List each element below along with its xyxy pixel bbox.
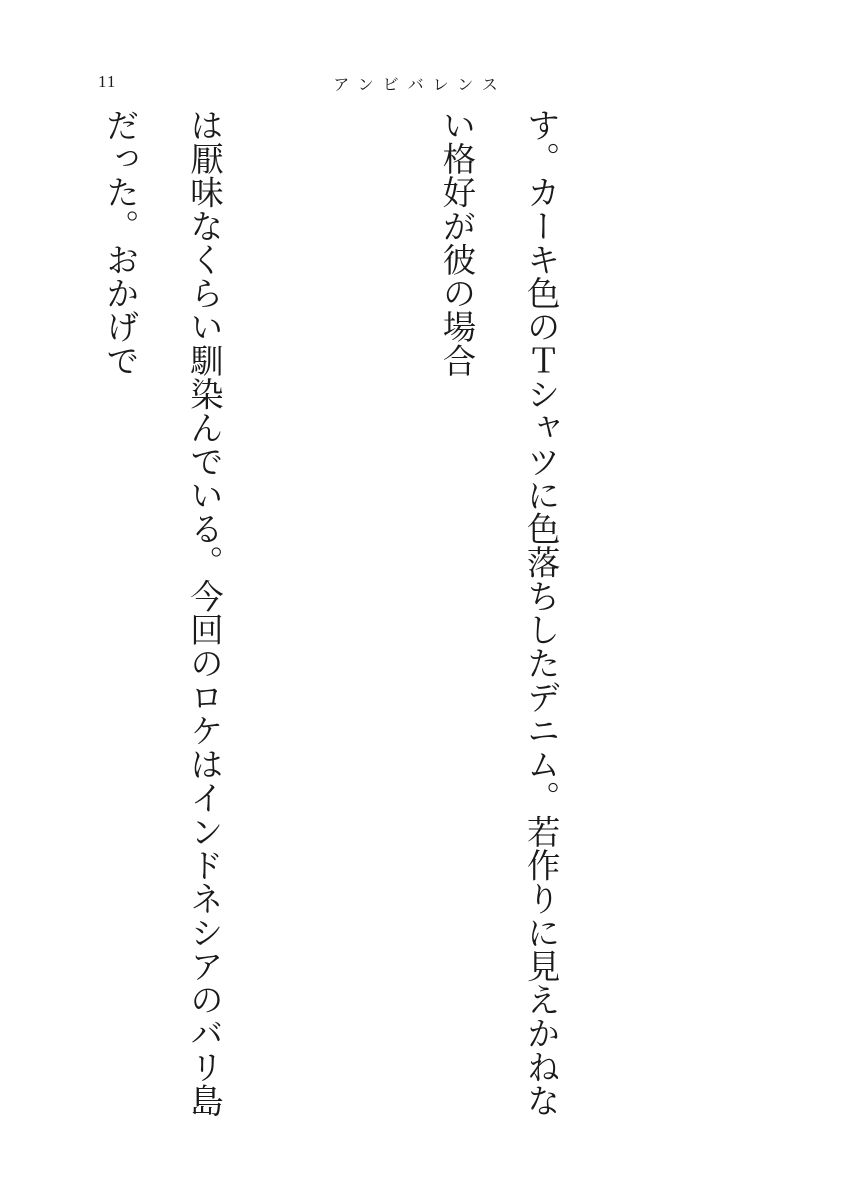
text-line: す。カーキ色のＴシャツに色落ちしたデニム。若作りに見えかねない格好が彼の場合 [437, 108, 561, 1118]
text-line: は厭味なくらい馴染んでいる。今回のロケはインドネシアのバリ島だった。おかげで [100, 108, 224, 1118]
page-number: 11 [98, 72, 117, 91]
running-title: アンビバレンス [333, 75, 507, 94]
vertical-body-text [91, 108, 751, 1118]
